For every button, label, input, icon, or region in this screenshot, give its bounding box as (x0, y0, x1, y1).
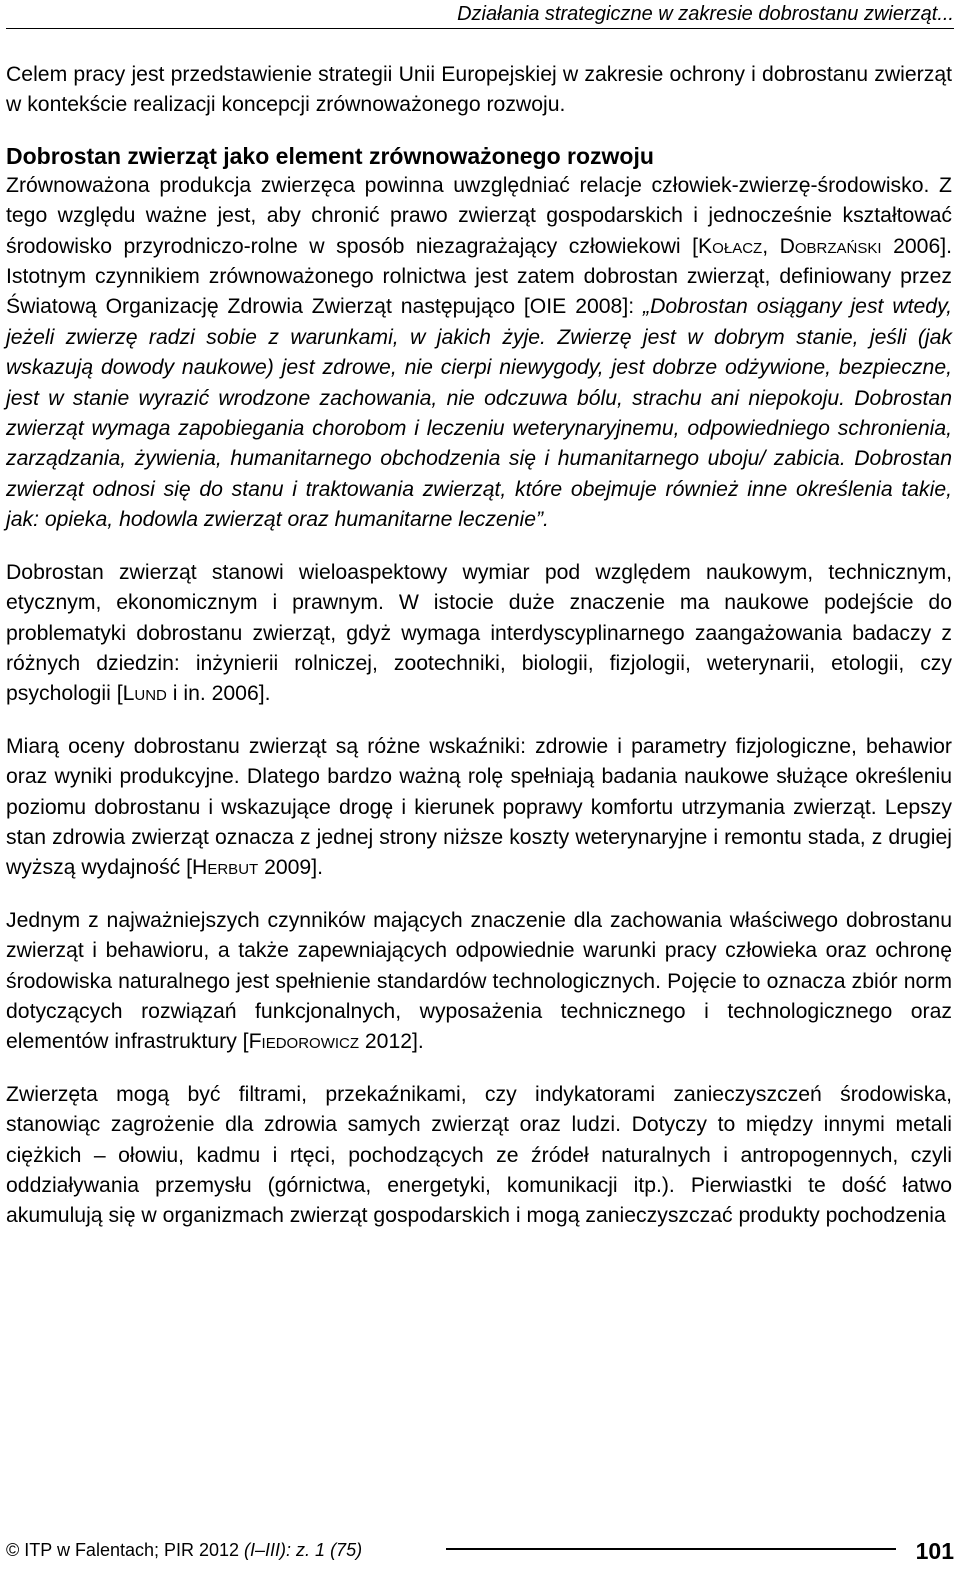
paragraph-1-text-b: 2006]. Istotnym czynnikiem zrównoważonego rolnictwa jest zatem dobrostan zwierząt, definiowany przez Światową Organizację Zdrowia Zwierząt następująco [OIE 2008]: (6, 234, 952, 319)
section-heading: Dobrostan zwierząt jako element zrównoważonego rozwoju (6, 142, 654, 169)
footer-publisher-text: © ITP w Falentach; PIR 2012 (6, 1540, 245, 1560)
intro-paragraph: Celem pracy jest przedstawienie strategii Unii Europejskiej w zakresie ochrony i dobrostanu zwierząt w kontekście realizacji koncepcji zrównoważonego rozwoju. (6, 63, 952, 117)
paragraph-3 (6, 732, 952, 884)
paragraph-4-text-a: Jednym z najważniejszych czynników mających znaczenie dla zachowania właściwego dobrostanu zwierząt i behawioru, a także zapewniających odpowiednie warunki pracy człowieka oraz ochronę środowiska naturalnego jest spełnienie standardów technologicznych. Pojęcie to oznacza zbiór norm dotyczących rozwiązań funkcjonalnych, wyposażenia technicznego i technologicznego oraz elementów infrastruktury [ (6, 908, 952, 1054)
running-title: Działania strategiczne w zakresie dobrostanu zwierząt... (457, 3, 954, 25)
paragraph-2 (6, 558, 952, 710)
paragraph-4-text-b: 2012]. (359, 1030, 424, 1054)
paragraph-5: Zwierzęta mogą być filtrami, przekaźnikami, czy indykatorami zanieczyszczeń środowiska, stanowiąc zagrożenie dla zdrowia samych zwierząt oraz ludzi. Dotyczy to między innymi metali ciężkich – ołowiu, kadmu i rtęci, pochodzących ze źródeł naturalnych i antropogennych, czyli oddziaływania przemysłu (górnictwa, energetyki, komunikacji itp.). Pierwiastki te dość łatwo akumulują się w organizmach zwierząt gospodarskich i mogą zanieczyszczać produkty pochodzenia (6, 1082, 952, 1228)
paragraph-3-text-b: 2009]. (258, 856, 323, 880)
paragraph-2-text-a: Dobrostan zwierząt stanowi wieloaspektowy wymiar pod względem naukowym, technicznym, etycznym, ekonomicznym i prawnym. W istocie duże znaczenie ma naukowe podejście do problematyki dobrostanu zwierząt, gdyż wymaga interdyscyplinarnego zaangażowania badaczy z różnych dziedzin: inżynierii rolniczej, zootechniki, biologii, fizjologii, weterynarii, etologii, czy psychologii [ (6, 560, 952, 706)
oie-quote: „Dobrostan osiągany jest wtedy, jeżeli zwierzę radzi sobie z warunkami, w jakich żyje. Zwierzę jest w dobrym stanie, jeśli (jak wskazują dowody naukowe) jest zdrowe, nie cierpi niewygody, jest dobrze odżywione, bezpieczne, jest w stanie wyrazić wrodzone zachowania, nie odczuwa bólu, strachu ani niepokoju. Dobrostan zwierząt wymaga zapobiegania chorobom i leczeniu weterynaryjnemu, odpowiedniego schronienia, zarządzania, żywienia, humanitarnego obchodzenia się i humanitarnego uboju/ zabicia. Dobrostan zwierząt odnosi się do stanu i traktowania zwierząt, które obejmuje również inne określenia takie, jak: opieka, hodowla zwierząt oraz humanitarne leczenie”. (6, 295, 952, 532)
paragraph-4 (6, 906, 952, 1058)
page-footer (6, 1536, 954, 1568)
citation-kolacz: Kołacz, Dobrzański (698, 234, 882, 258)
running-header (6, 2, 954, 29)
citation-fiedorowicz: Fiedorowicz (248, 1030, 360, 1054)
citation-lund: Lund (122, 682, 167, 706)
paragraph-1 (6, 171, 952, 536)
paragraph-3-text-a: Miarą oceny dobrostanu zwierząt są różne wskaźniki: zdrowie i parametry fizjologiczne, behawior oraz wyniki produkcyjne. Dlatego bardzo ważną rolę spełniają badania naukowe służące określeniu poziomu dobrostanu i wskazujące drogę i kierunek poprawy komfortu utrzymania zwierząt. Lepszy stan zdrowia zwierząt oznacza z jednej strony niższe koszty weterynaryjne i remontu stada, z drugiej wyższą wydajność [ (6, 734, 952, 880)
footer-issue: (I–III): z. 1 (75) (244, 1540, 363, 1560)
page-body (6, 60, 952, 1232)
footer-publisher (6, 1540, 362, 1561)
footer-rule (446, 1548, 896, 1550)
paragraph-2-text-b: i in. 2006]. (166, 682, 271, 706)
page-number: 101 (915, 1538, 954, 1564)
citation-herbut: Herbut (192, 856, 259, 880)
paragraph-1-text-a: Zrównoważona produkcja zwierzęca powinna uwzględniać relacje człowiek-zwierzę-środowisko. Z tego względu ważne jest, aby chronić prawo zwierząt gospodarskich i jednocześnie kształtować środowisko przyrodniczo-rolne w sposób niezagrażający człowiekowi [ (6, 173, 952, 258)
